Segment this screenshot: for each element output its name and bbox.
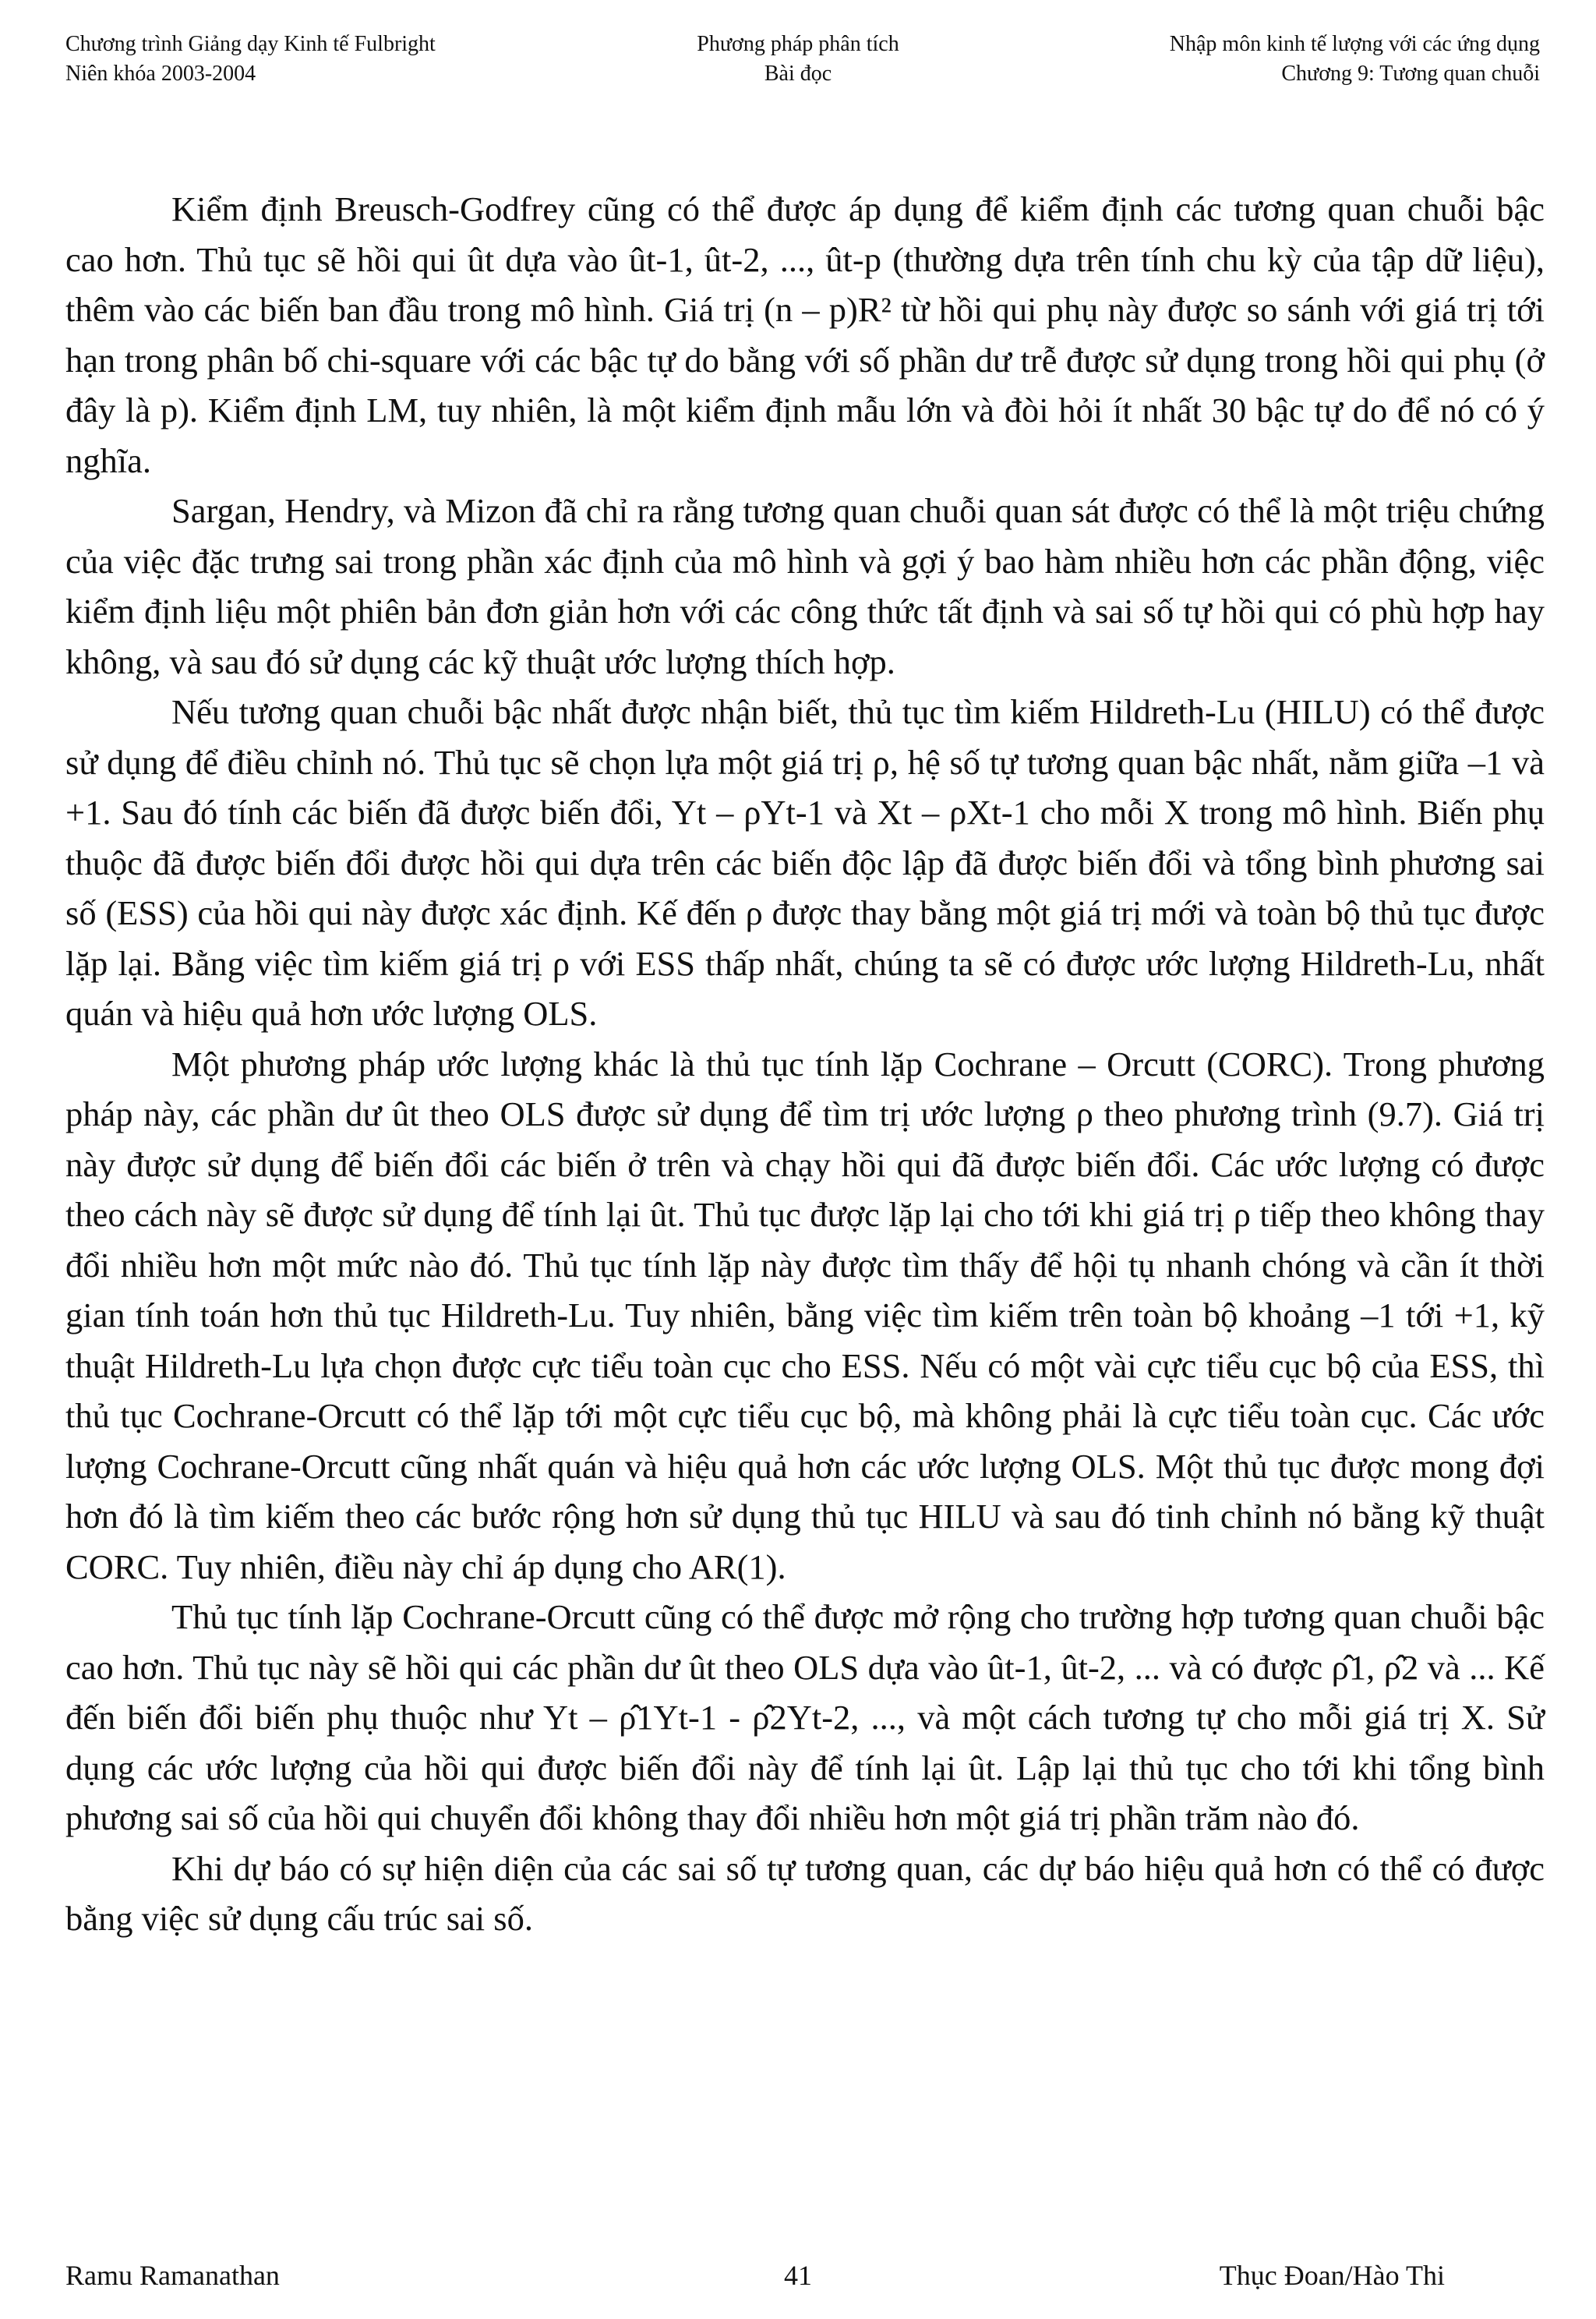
footer-author: Ramu Ramanathan xyxy=(65,2260,280,2291)
header-chapter: Chương 9: Tương quan chuỗi xyxy=(1281,62,1540,86)
header-year: Niên khóa 2003-2004 xyxy=(65,62,256,86)
document-body xyxy=(65,184,1545,1944)
header-book: Nhập môn kinh tế lượng với các ứng dụng xyxy=(1169,32,1540,56)
paragraph: Nếu tương quan chuỗi bậc nhất được nhận biết, thủ tục tìm kiếm Hildreth-Lu (HILU) có thể được sử dụng để điều chỉnh nó. Thủ tục sẽ chọn lựa một giá trị ρ, hệ số tự tương quan bậc nhất, nằm giữa –1 và +1. Sau đó tính các biến đã được biến đổi, Yt – ρYt-1 và Xt – ρXt-1 cho mỗi X trong mô hình. Biến phụ thuộc đã được biến đổi được hồi qui dựa trên các biến độc lập đã được biến đổi và tổng bình phương sai số (ESS) của hồi qui này được xác định. Kế đến ρ được thay bằng một giá trị mới và toàn bộ thủ tục được lặp lại. Bằng việc tìm kiếm giá trị ρ với ESS thấp nhất, chúng ta sẽ có được ước lượng Hildreth-Lu, nhất quán và hiệu quả hơn ước lượng OLS. xyxy=(65,692,1545,1033)
footer-translators: Thục Đoan/Hào Thi xyxy=(1219,2260,1445,2291)
paragraph: Một phương pháp ước lượng khác là thủ tục tính lặp Cochrane – Orcutt (CORC). Trong phương pháp này, các phần dư ût theo OLS được sử dụng để tìm trị ước lượng ρ theo phương trình (9.7). Giá trị này được sử dụng để biến đổi các biến ở trên và chạy hồi qui đã được biến đổi. Các ước lượng có được theo cách này sẽ được sử dụng để tính lại ût. Thủ tục được lặp lại cho tới khi giá trị ρ tiếp theo không thay đổi nhiều hơn một mức nào đó. Thủ tục tính lặp này được tìm thấy để hội tụ nhanh chóng và cần ít thời gian tính toán hơn thủ tục Hildreth-Lu. Tuy nhiên, bằng việc tìm kiếm trên toàn bộ khoảng –1 tới +1, kỹ thuật Hildreth-Lu lựa chọn được cực tiểu toàn cục cho ESS. Nếu có một vài cực tiểu cục bộ của ESS, thì thủ tục Cochrane-Orcutt có thể lặp tới một cực tiểu cục bộ, mà không phải là cực tiểu toàn cục. Các ước lượng Cochrane-Orcutt cũng nhất quán và hiệu quả hơn các ước lượng OLS. Một thủ tục được mong đợi hơn đó là tìm kiếm theo các bước rộng hơn sử dụng thủ tục HILU và sau đó tinh chỉnh nó bằng kỹ thuật CORC. Tuy nhiên, điều này chỉ áp dụng cho AR(1). xyxy=(65,1044,1545,1586)
header-doc-type: Bài đọc xyxy=(764,62,832,86)
paragraph: Thủ tục tính lặp Cochrane-Orcutt cũng có thể được mở rộng cho trường hợp tương quan chuỗi bậc cao hơn. Thủ tục này sẽ hồi qui các phần dư ût theo OLS dựa vào ût-1, ût-2, ... và có được ρ̂1, ρ̂2 và ... Kế đến biến đổi biến phụ thuộc như Yt – ρ̂1Yt-1 - ρ̂2Yt-2, ..., và một cách tương tự cho mỗi giá trị X. Sử dụng các ước lượng của hồi qui được biến đổi này để tính lại ût. Lập lại thủ tục cho tới khi tổng bình phương sai số của hồi qui chuyển đổi không thay đổi nhiều hơn một giá trị phần trăm nào đó. xyxy=(65,1597,1545,1837)
paragraph: Kiểm định Breusch-Godfrey cũng có thể được áp dụng để kiểm định các tương quan chuỗi bậc cao hơn. Thủ tục sẽ hồi qui ût dựa vào ût-1, ût-2, ..., ût-p (thường dựa trên tính chu kỳ của tập dữ liệu), thêm vào các biến ban đầu trong mô hình. Giá trị (n – p)R² từ hồi qui phụ này được so sánh với giá trị tới hạn trong phân bố chi-square với các bậc tự do bằng với số phần dư trễ được sử dụng trong hồi qui phụ (ở đây là p). Kiểm định LM, tuy nhiên, là một kiểm định mẫu lớn và đòi hỏi ít nhất 30 bậc tự do để nó có ý nghĩa. xyxy=(65,189,1545,480)
header-subject: Phương pháp phân tích xyxy=(697,32,899,56)
page-number: 41 xyxy=(784,2260,812,2291)
header-right xyxy=(1170,30,1540,89)
paragraph: Sargan, Hendry, và Mizon đã chỉ ra rằng tương quan chuỗi quan sát được có thể là một triệu chứng của việc đặc trưng sai trong phần xác định của mô hình và gợi ý bao hàm nhiều hơn các phần động, việc kiểm định liệu một phiên bản đơn giản hơn với các công thức tất định và sai số tự hồi qui có phù hợp hay không, và sau đó sử dụng các kỹ thuật ước lượng thích hợp. xyxy=(65,491,1545,681)
header-program: Chương trình Giảng dạy Kinh tế Fulbright xyxy=(65,32,436,56)
paragraph: Khi dự báo có sự hiện diện của các sai số tự tương quan, các dự báo hiệu quả hơn có thể có được bằng việc sử dụng cấu trúc sai số. xyxy=(65,1848,1545,1938)
